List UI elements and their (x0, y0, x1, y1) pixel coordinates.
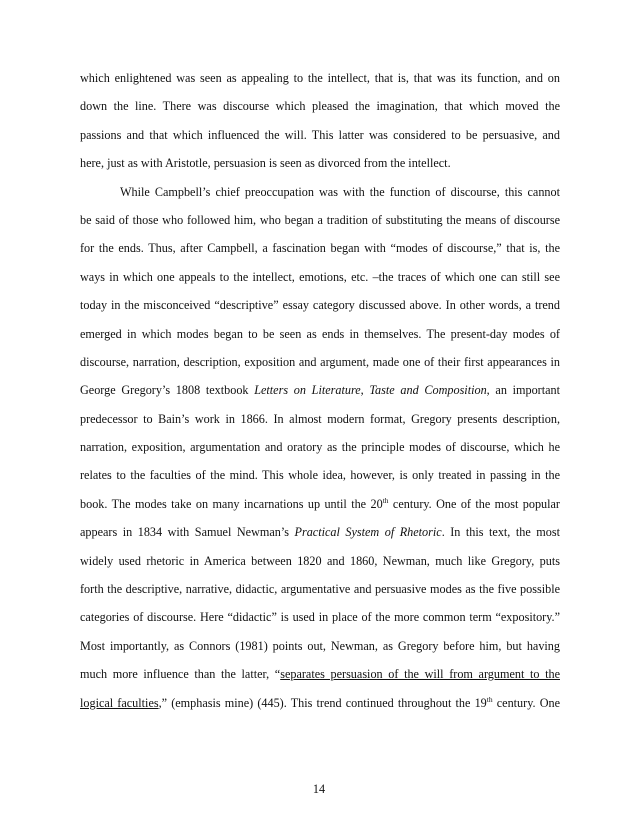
underlined-quote: logical faculties (80, 695, 159, 710)
text-line: which enlightened was seen as appealing to the intellect, that is, that was its function, and on (80, 71, 560, 85)
text-line (80, 376, 560, 404)
text-segment: ,” (emphasis mine) (445). This trend continued throughout the 19 (158, 695, 487, 710)
text-line: passions and that which influenced the will. This latter was considered to be persuasive, and (80, 127, 560, 142)
text-line (80, 490, 560, 518)
text-line: emerged in which modes began to be seen as ends in themselves. The present-day modes of (80, 326, 560, 341)
superscript: th (382, 495, 389, 505)
text-segment: book. The modes take on many incarnations up until the 20 (80, 496, 383, 511)
text-segment: . In this text, the most (441, 525, 560, 540)
text-line: be said of those who followed him, who began a tradition of substituting the means of discourse (80, 212, 560, 227)
book-title: Practical System of Rhetoric (294, 525, 442, 540)
text-segment: century. One (492, 695, 561, 710)
text-line: narration, exposition, argumentation and oratory as the principle modes of discourse, which he (80, 440, 560, 455)
text-line: Most importantly, as Connors (1981) points out, Newman, as Gregory before him, but having (80, 638, 560, 653)
text-line: forth the descriptive, narrative, didactic, argumentative and persuasive modes as the five possible (80, 582, 560, 597)
text-line: relates to the faculties of the mind. This whole idea, however, is only treated in passing in the (80, 468, 560, 483)
text-line: today in the misconceived “descriptive” essay category discussed above. In other words, a trend (80, 298, 560, 313)
text-line: While Campbell’s chief preoccupation was with the function of discourse, this cannot (120, 184, 560, 199)
book-title: Letters on Literature, Taste and Composition, (254, 383, 490, 398)
text-line: predecessor to Bain’s work in 1866. In almost modern format, Gregory presents description, (80, 411, 560, 426)
underlined-quote: separates persuasion of the will from argument to the (280, 667, 560, 682)
superscript: th (486, 694, 493, 704)
text-line: widely used rhetoric in America between 1820 and 1860, Newman, much like Gregory, puts (80, 553, 560, 568)
text-line: here, just as with Aristotle, persuasion is seen as divorced from the intellect. (80, 156, 451, 171)
text-segment: much more influence than the latter, “ (80, 667, 281, 682)
text-line: for the ends. Thus, after Campbell, a fascination began with “modes of discourse,” that is, the (80, 241, 560, 256)
text-line: categories of discourse. Here “didactic” is used in place of the more common term “expository.” (80, 610, 560, 625)
text-line (80, 660, 560, 688)
text-segment: appears in 1834 with Samuel Newman’s (80, 525, 295, 540)
text-line: discourse, narration, description, exposition and argument, made one of their first appearances in (80, 354, 560, 369)
text-line: ways in which one appeals to the intellect, emotions, etc. –the traces of which one can still see (80, 269, 560, 284)
text-line: down the line. There was discourse which pleased the imagination, that which moved the (80, 99, 560, 114)
text-segment: George Gregory’s 1808 textbook (80, 383, 255, 398)
text-segment: century. One of the most popular (388, 496, 560, 511)
text-line (80, 518, 560, 546)
page-number: 14 (312, 782, 326, 796)
text-segment: an important (489, 383, 561, 398)
text-line (80, 689, 560, 717)
body-text (80, 64, 560, 717)
